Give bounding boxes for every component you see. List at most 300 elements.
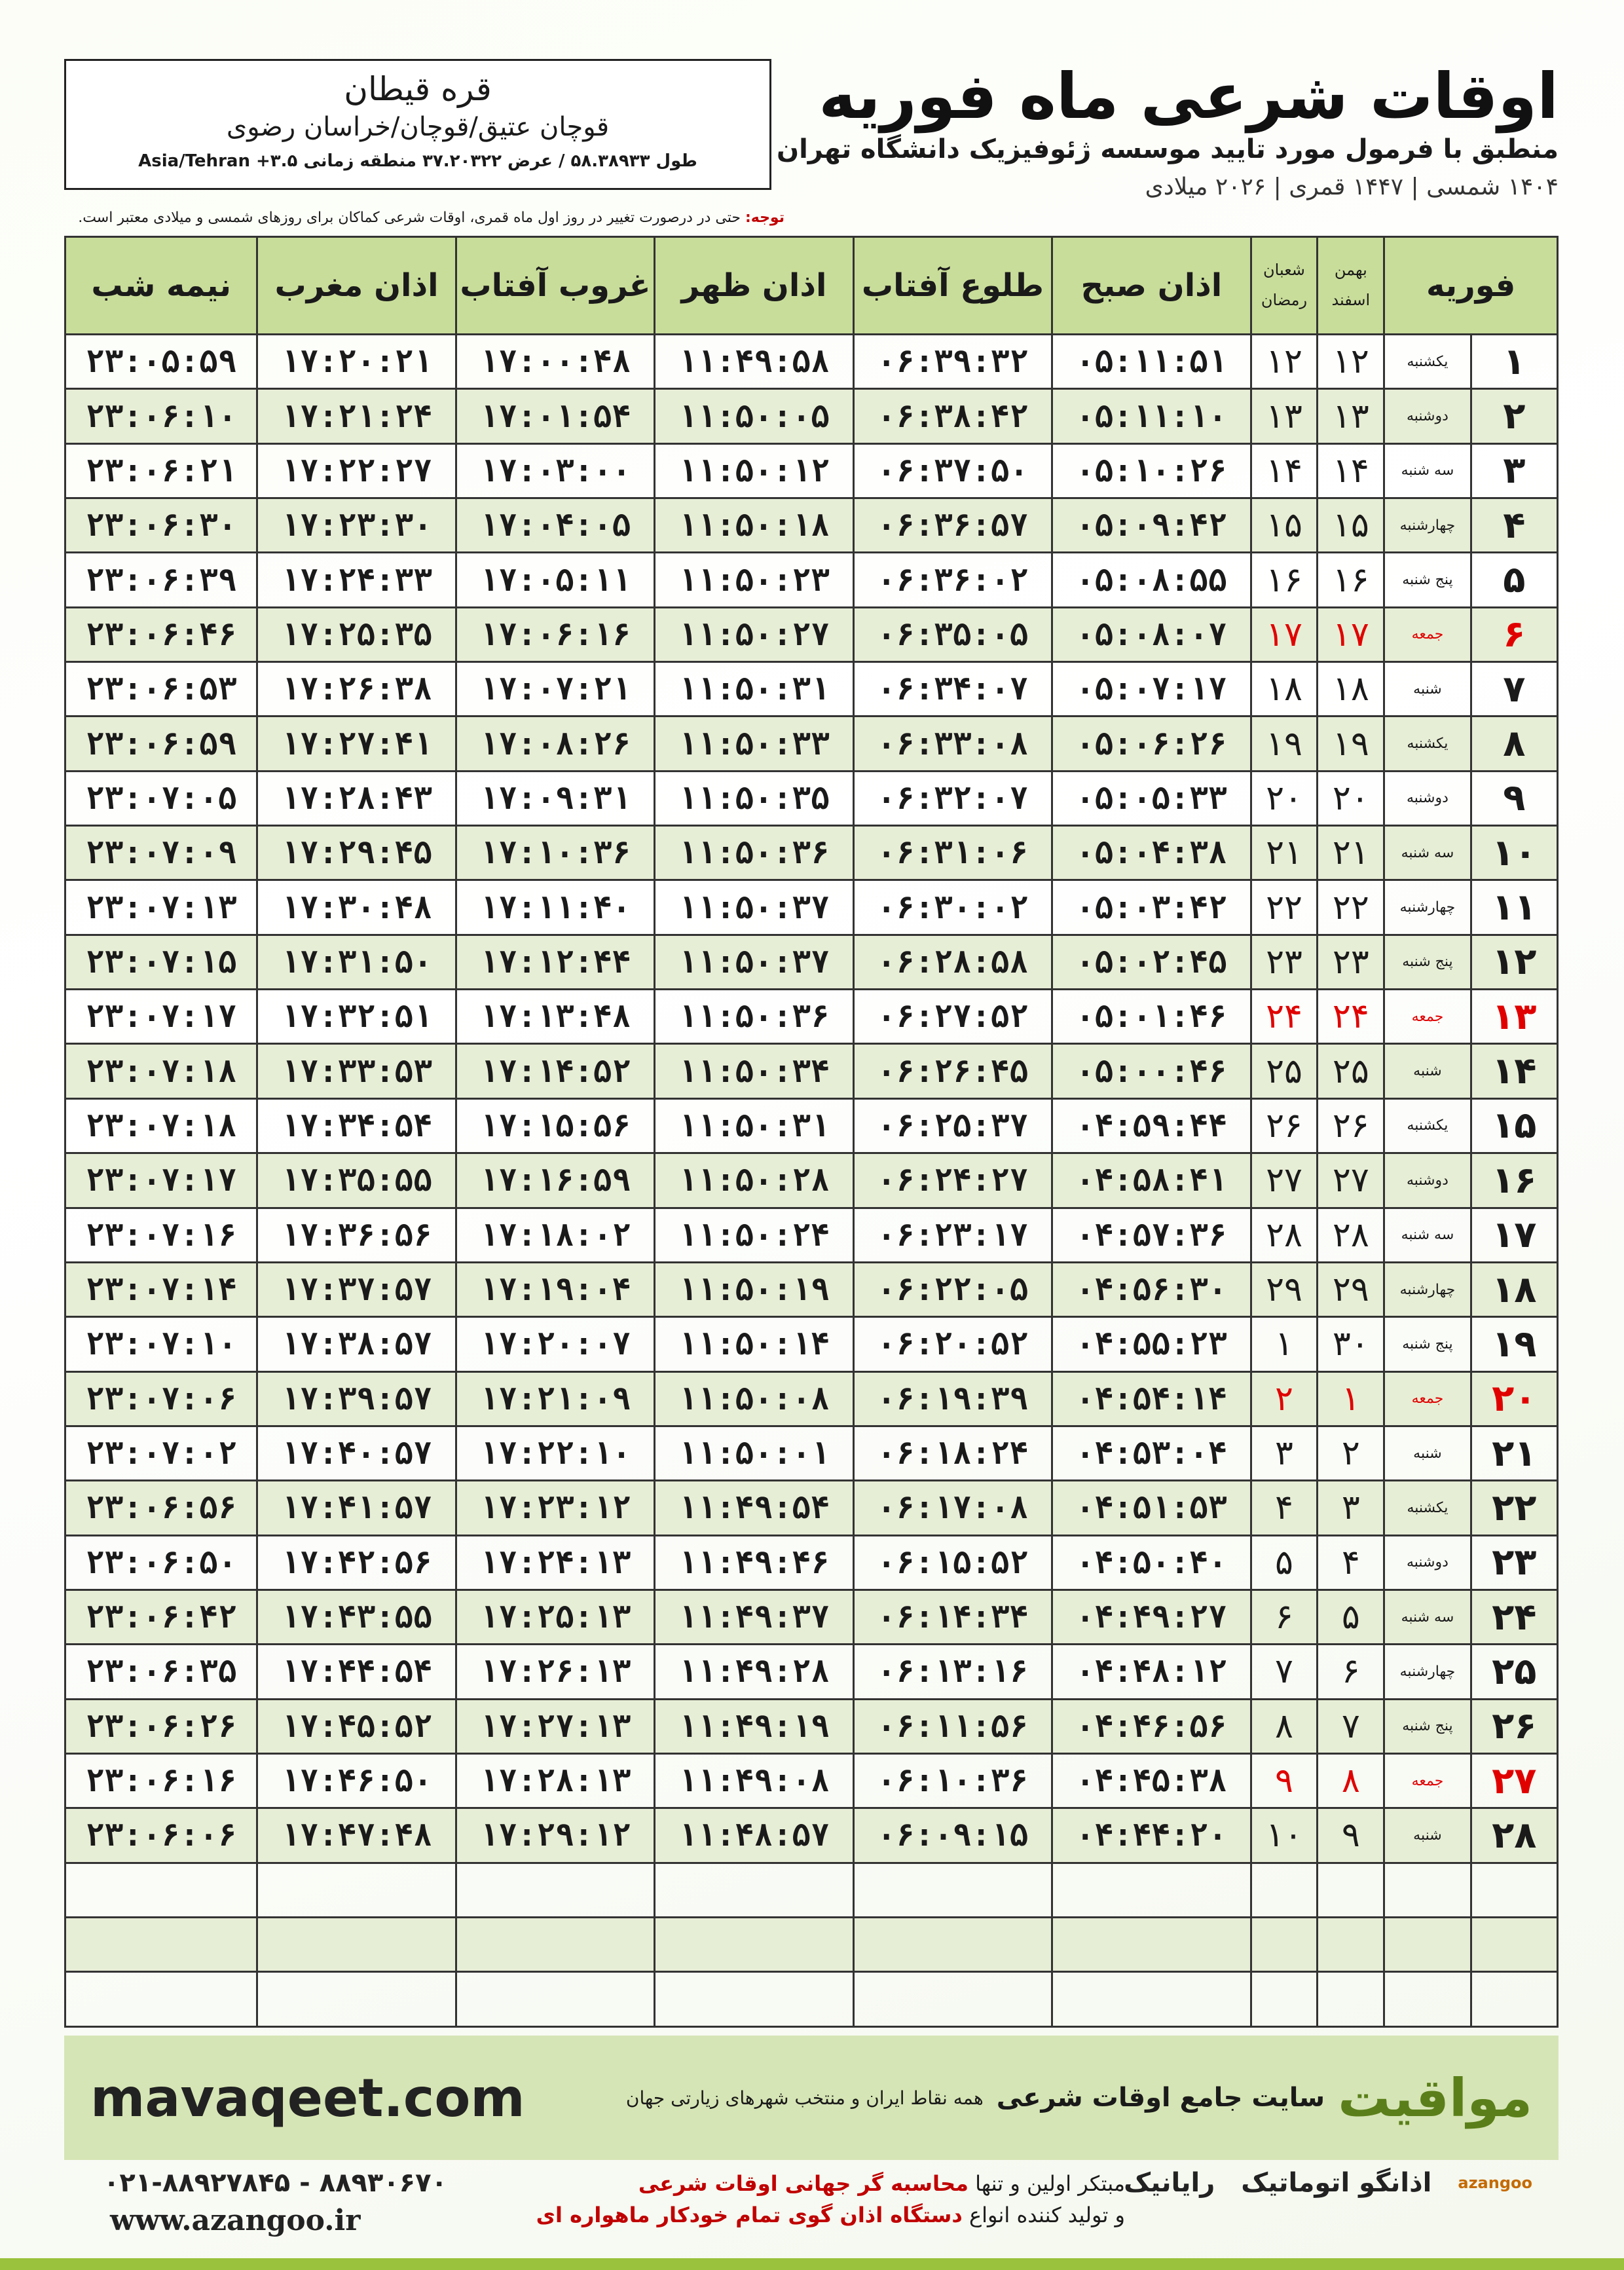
- sunset-cell: ۱۷:۰۵:۱۱: [456, 553, 654, 607]
- sunrise-cell: ۰۶:۲۲:۰۵: [853, 1262, 1052, 1316]
- promo-line-2b: دستگاه اذان گوی تمام خودکار ماهواره ای: [536, 2203, 963, 2227]
- weekday-cell: دوشنبه: [1384, 389, 1471, 443]
- table-header: [65, 237, 1558, 335]
- maghrib-cell: ۱۷:۴۰:۵۷: [257, 1426, 456, 1480]
- sunrise-cell: ۰۶:۳۴:۰۷: [853, 662, 1052, 716]
- table-row: [65, 1153, 1558, 1208]
- sunset-cell: ۱۷:۲۲:۱۰: [456, 1426, 654, 1480]
- table-row: [65, 1371, 1558, 1426]
- empty-cell: [655, 1917, 853, 1971]
- day-cell: ۲۵: [1471, 1645, 1557, 1699]
- sunset-cell: ۱۷:۲۶:۱۳: [456, 1645, 654, 1699]
- hijri-cell: ۵: [1251, 1535, 1318, 1590]
- midnight-cell: ۲۳:۰۶:۵۶: [65, 1481, 257, 1535]
- dhuhr-cell: ۱۱:۴۹:۵۸: [655, 335, 853, 389]
- sunrise-cell: ۰۶:۲۶:۴۵: [853, 1044, 1052, 1098]
- hijri-cell: ۱۴: [1251, 443, 1318, 498]
- dhuhr-cell: ۱۱:۵۰:۱۲: [655, 443, 853, 498]
- fajr-cell: ۰۵:۰۸:۵۵: [1052, 553, 1251, 607]
- sunset-cell: ۱۷:۱۵:۵۶: [456, 1098, 654, 1153]
- dhuhr-cell: ۱۱:۵۰:۱۴: [655, 1317, 853, 1371]
- fajr-cell: ۰۴:۵۶:۳۰: [1052, 1262, 1251, 1316]
- footer-band: [64, 2036, 1559, 2160]
- shamsi-cell: ۳۰: [1318, 1317, 1384, 1371]
- empty-cell: [1052, 1972, 1251, 2027]
- sunrise-cell: ۰۶:۱۹:۳۹: [853, 1371, 1052, 1426]
- day-cell: ۳: [1471, 443, 1557, 498]
- midnight-cell: ۲۳:۰۶:۱۰: [65, 389, 257, 443]
- header-shamsi-top: بهمن: [1334, 261, 1367, 280]
- weekday-cell: سه شنبه: [1384, 1590, 1471, 1644]
- empty-cell: [853, 1863, 1052, 1917]
- promo-text: [470, 2168, 1125, 2231]
- site-url[interactable]: mavaqeet.com: [90, 2067, 525, 2129]
- empty-cell: [1251, 1972, 1318, 2027]
- fajr-cell: ۰۵:۰۴:۳۸: [1052, 826, 1251, 880]
- sunrise-cell: ۰۶:۱۴:۳۴: [853, 1590, 1052, 1644]
- table-row: [65, 1317, 1558, 1371]
- weekday-cell: جمعه: [1384, 1753, 1471, 1808]
- table-row: [65, 1262, 1558, 1316]
- day-cell: ۶: [1471, 607, 1557, 661]
- sunrise-cell: ۰۶:۳۷:۵۰: [853, 443, 1052, 498]
- dhuhr-cell: ۱۱:۵۰:۳۱: [655, 662, 853, 716]
- note: [64, 210, 784, 226]
- dhuhr-cell: ۱۱:۴۹:۳۷: [655, 1590, 853, 1644]
- shamsi-cell: ۶: [1318, 1645, 1384, 1699]
- dhuhr-cell: ۱۱:۴۹:۰۸: [655, 1753, 853, 1808]
- fajr-cell: ۰۴:۴۸:۱۲: [1052, 1645, 1251, 1699]
- sunrise-cell: ۰۶:۳۲:۰۷: [853, 771, 1052, 825]
- weekday-cell: سه شنبه: [1384, 826, 1471, 880]
- fajr-cell: ۰۴:۵۰:۴۰: [1052, 1535, 1251, 1590]
- rayanik-logo: رایانیک: [1124, 2168, 1215, 2198]
- fajr-cell: ۰۵:۰۷:۱۷: [1052, 662, 1251, 716]
- maghrib-cell: ۱۷:۳۲:۵۱: [257, 990, 456, 1044]
- weekday-cell: شنبه: [1384, 1044, 1471, 1098]
- empty-row: [65, 1917, 1558, 1971]
- maghrib-cell: ۱۷:۲۱:۲۴: [257, 389, 456, 443]
- hijri-cell: ۷: [1251, 1645, 1318, 1699]
- sunset-cell: ۱۷:۲۸:۱۳: [456, 1753, 654, 1808]
- midnight-cell: ۲۳:۰۷:۰۲: [65, 1426, 257, 1480]
- sunrise-cell: ۰۶:۳۶:۰۲: [853, 553, 1052, 607]
- shamsi-cell: ۱۸: [1318, 662, 1384, 716]
- sunset-cell: ۱۷:۰۷:۲۱: [456, 662, 654, 716]
- hijri-cell: ۲۰: [1251, 771, 1318, 825]
- empty-cell: [1384, 1917, 1471, 1971]
- sunrise-cell: ۰۶:۳۳:۰۸: [853, 716, 1052, 771]
- weekday-cell: شنبه: [1384, 1426, 1471, 1480]
- dhuhr-cell: ۱۱:۵۰:۳۵: [655, 771, 853, 825]
- sunrise-cell: ۰۶:۳۹:۳۲: [853, 335, 1052, 389]
- day-cell: ۱: [1471, 335, 1557, 389]
- day-cell: ۱۱: [1471, 880, 1557, 935]
- sunset-cell: ۱۷:۰۰:۴۸: [456, 335, 654, 389]
- shamsi-cell: ۱۹: [1318, 716, 1384, 771]
- hijri-cell: ۱۲: [1251, 335, 1318, 389]
- maghrib-cell: ۱۷:۴۳:۵۵: [257, 1590, 456, 1644]
- weekday-cell: پنج شنبه: [1384, 935, 1471, 989]
- table-row: [65, 662, 1558, 716]
- sunset-cell: ۱۷:۰۹:۳۱: [456, 771, 654, 825]
- weekday-cell: پنج شنبه: [1384, 1317, 1471, 1371]
- empty-cell: [1471, 1972, 1557, 2027]
- table-row: [65, 1044, 1558, 1098]
- shamsi-cell: ۱۵: [1318, 498, 1384, 553]
- fajr-cell: ۰۴:۵۷:۳۶: [1052, 1208, 1251, 1262]
- maghrib-cell: ۱۷:۳۷:۵۷: [257, 1262, 456, 1316]
- table-row: [65, 990, 1558, 1044]
- shamsi-cell: ۲۰: [1318, 771, 1384, 825]
- sunset-cell: ۱۷:۱۰:۳۶: [456, 826, 654, 880]
- fajr-cell: ۰۴:۵۱:۵۳: [1052, 1481, 1251, 1535]
- weekday-cell: جمعه: [1384, 607, 1471, 661]
- table-row: [65, 607, 1558, 661]
- weekday-cell: پنج شنبه: [1384, 1699, 1471, 1753]
- midnight-cell: ۲۳:۰۷:۱۸: [65, 1098, 257, 1153]
- bottom-bar: [0, 2258, 1624, 2270]
- day-cell: ۲۸: [1471, 1808, 1557, 1863]
- table-row: [65, 1699, 1558, 1753]
- fajr-cell: ۰۵:۰۰:۴۶: [1052, 1044, 1251, 1098]
- maghrib-cell: ۱۷:۲۴:۳۳: [257, 553, 456, 607]
- header-sunset: غروب آفتاب: [456, 237, 654, 335]
- header-month: فوریه: [1384, 237, 1558, 335]
- midnight-cell: ۲۳:۰۷:۰۹: [65, 826, 257, 880]
- midnight-cell: ۲۳:۰۶:۴۲: [65, 1590, 257, 1644]
- shamsi-cell: ۵: [1318, 1590, 1384, 1644]
- maghrib-cell: ۱۷:۴۴:۵۴: [257, 1645, 456, 1699]
- weekday-cell: دوشنبه: [1384, 771, 1471, 825]
- hijri-cell: ۲۶: [1251, 1098, 1318, 1153]
- fajr-cell: ۰۴:۵۸:۴۱: [1052, 1153, 1251, 1208]
- empty-cell: [1384, 1972, 1471, 2027]
- hijri-cell: ۱۳: [1251, 389, 1318, 443]
- shamsi-cell: ۲۹: [1318, 1262, 1384, 1316]
- day-cell: ۱۲: [1471, 935, 1557, 989]
- note-label: توجه:: [745, 210, 784, 226]
- sunrise-cell: ۰۶:۱۰:۳۶: [853, 1753, 1052, 1808]
- shamsi-cell: ۲: [1318, 1426, 1384, 1480]
- shamsi-cell: ۲۷: [1318, 1153, 1384, 1208]
- shamsi-cell: ۹: [1318, 1808, 1384, 1863]
- sunset-cell: ۱۷:۲۵:۱۳: [456, 1590, 654, 1644]
- fajr-cell: ۰۵:۱۰:۲۶: [1052, 443, 1251, 498]
- weekday-cell: چهارشنبه: [1384, 1262, 1471, 1316]
- note-text: حتی در درصورت تغییر در روز اول ماه قمری، اوقات شرعی کماکان برای روزهای شمسی و میلادی معتبر است.: [78, 210, 741, 226]
- weekday-cell: سه شنبه: [1384, 1208, 1471, 1262]
- hijri-cell: ۲۴: [1251, 990, 1318, 1044]
- dhuhr-cell: ۱۱:۵۰:۲۷: [655, 607, 853, 661]
- sunrise-cell: ۰۶:۳۱:۰۶: [853, 826, 1052, 880]
- fajr-cell: ۰۴:۵۳:۰۴: [1052, 1426, 1251, 1480]
- maghrib-cell: ۱۷:۲۹:۴۵: [257, 826, 456, 880]
- sunset-cell: ۱۷:۱۶:۵۹: [456, 1153, 654, 1208]
- shamsi-cell: ۲۶: [1318, 1098, 1384, 1153]
- hijri-cell: ۲۵: [1251, 1044, 1318, 1098]
- table-row: [65, 771, 1558, 825]
- sunrise-cell: ۰۶:۳۵:۰۵: [853, 607, 1052, 661]
- sunrise-cell: ۰۶:۰۹:۱۵: [853, 1808, 1052, 1863]
- brand-tagline: سایت جامع اوقات شرعی: [996, 2083, 1325, 2113]
- table-row: [65, 1645, 1558, 1699]
- empty-row: [65, 1972, 1558, 2027]
- sunset-cell: ۱۷:۰۳:۰۰: [456, 443, 654, 498]
- hijri-cell: ۶: [1251, 1590, 1318, 1644]
- midnight-cell: ۲۳:۰۷:۱۵: [65, 935, 257, 989]
- table-row: [65, 1535, 1558, 1590]
- maghrib-cell: ۱۷:۲۷:۴۱: [257, 716, 456, 771]
- weekday-cell: جمعه: [1384, 1371, 1471, 1426]
- sunset-cell: ۱۷:۰۴:۰۵: [456, 498, 654, 553]
- hijri-cell: ۱۹: [1251, 716, 1318, 771]
- empty-cell: [456, 1972, 654, 2027]
- fajr-cell: ۰۵:۱۱:۱۰: [1052, 389, 1251, 443]
- header-shamsi-bottom: اسفند: [1331, 291, 1371, 309]
- table-row: [65, 443, 1558, 498]
- hijri-cell: ۱۰: [1251, 1808, 1318, 1863]
- maghrib-cell: ۱۷:۴۶:۵۰: [257, 1753, 456, 1808]
- day-cell: ۲۰: [1471, 1371, 1557, 1426]
- fajr-cell: ۰۵:۰۲:۴۵: [1052, 935, 1251, 989]
- table-row: [65, 553, 1558, 607]
- sunrise-cell: ۰۶:۱۳:۱۶: [853, 1645, 1052, 1699]
- shamsi-cell: ۷: [1318, 1699, 1384, 1753]
- sunset-cell: ۱۷:۱۸:۰۲: [456, 1208, 654, 1262]
- midnight-cell: ۲۳:۰۵:۵۹: [65, 335, 257, 389]
- maghrib-cell: ۱۷:۲۵:۳۵: [257, 607, 456, 661]
- maghrib-cell: ۱۷:۲۰:۲۱: [257, 335, 456, 389]
- sunrise-cell: ۰۶:۲۷:۵۲: [853, 990, 1052, 1044]
- day-cell: ۴: [1471, 498, 1557, 553]
- table-row: [65, 1208, 1558, 1262]
- empty-cell: [1471, 1863, 1557, 1917]
- empty-cell: [1251, 1917, 1318, 1971]
- day-cell: ۱۸: [1471, 1262, 1557, 1316]
- dhuhr-cell: ۱۱:۴۸:۵۷: [655, 1808, 853, 1863]
- maghrib-cell: ۱۷:۳۵:۵۵: [257, 1153, 456, 1208]
- hijri-cell: ۱۸: [1251, 662, 1318, 716]
- empty-cell: [257, 1972, 456, 2027]
- shamsi-cell: ۲۱: [1318, 826, 1384, 880]
- dhuhr-cell: ۱۱:۵۰:۳۷: [655, 935, 853, 989]
- table-row: [65, 389, 1558, 443]
- table-row: [65, 1426, 1558, 1480]
- fajr-cell: ۰۴:۵۴:۱۴: [1052, 1371, 1251, 1426]
- fajr-cell: ۰۵:۰۱:۴۶: [1052, 990, 1251, 1044]
- page-title: اوقات شرعی ماه فوریه: [819, 60, 1559, 133]
- midnight-cell: ۲۳:۰۷:۱۷: [65, 990, 257, 1044]
- promo-line-1b: محاسبه گر جهانی اوقات شرعی: [638, 2171, 969, 2196]
- hijri-cell: ۸: [1251, 1699, 1318, 1753]
- empty-cell: [853, 1972, 1052, 2027]
- empty-cell: [1471, 1917, 1557, 1971]
- promo-line-2a: و تولید کننده انواع: [962, 2203, 1125, 2227]
- day-cell: ۵: [1471, 553, 1557, 607]
- brand-sub: همه نقاط ایران و منتخب شهرهای زیارتی جهان: [625, 2087, 984, 2109]
- date-line: ۱۴۰۴ شمسی | ۱۴۴۷ قمری | ۲۰۲۶ میلادی: [1145, 173, 1559, 200]
- fajr-cell: ۰۵:۰۶:۲۶: [1052, 716, 1251, 771]
- shamsi-cell: ۸: [1318, 1753, 1384, 1808]
- sunrise-cell: ۰۶:۱۷:۰۸: [853, 1481, 1052, 1535]
- weekday-cell: شنبه: [1384, 662, 1471, 716]
- promo-line-1a: مبتکر اولین و تنها: [968, 2171, 1125, 2196]
- table-row: [65, 1098, 1558, 1153]
- weekday-cell: چهارشنبه: [1384, 1645, 1471, 1699]
- dhuhr-cell: ۱۱:۵۰:۲۴: [655, 1208, 853, 1262]
- hijri-cell: ۲۱: [1251, 826, 1318, 880]
- hijri-cell: ۲۸: [1251, 1208, 1318, 1262]
- day-cell: ۲۱: [1471, 1426, 1557, 1480]
- dhuhr-cell: ۱۱:۵۰:۱۹: [655, 1262, 853, 1316]
- hijri-cell: ۲۹: [1251, 1262, 1318, 1316]
- header-hijri-top: شعبان: [1263, 261, 1305, 280]
- sunset-cell: ۱۷:۰۸:۲۶: [456, 716, 654, 771]
- table-row: [65, 1753, 1558, 1808]
- weekday-cell: دوشنبه: [1384, 1535, 1471, 1590]
- midnight-cell: ۲۳:۰۷:۱۳: [65, 880, 257, 935]
- location-name: قره قیطان: [344, 70, 492, 108]
- midnight-cell: ۲۳:۰۶:۰۶: [65, 1808, 257, 1863]
- shamsi-cell: ۱۶: [1318, 553, 1384, 607]
- maghrib-cell: ۱۷:۴۲:۵۶: [257, 1535, 456, 1590]
- sunset-cell: ۱۷:۲۰:۰۷: [456, 1317, 654, 1371]
- weekday-cell: چهارشنبه: [1384, 498, 1471, 553]
- day-cell: ۱۶: [1471, 1153, 1557, 1208]
- dhuhr-cell: ۱۱:۵۰:۰۸: [655, 1371, 853, 1426]
- maghrib-cell: ۱۷:۳۰:۴۸: [257, 880, 456, 935]
- weekday-cell: جمعه: [1384, 990, 1471, 1044]
- maghrib-cell: ۱۷:۳۴:۵۴: [257, 1098, 456, 1153]
- shamsi-cell: ۴: [1318, 1535, 1384, 1590]
- header-sunrise: طلوع آفتاب: [853, 237, 1052, 335]
- empty-cell: [1318, 1863, 1384, 1917]
- fajr-cell: ۰۴:۵۹:۴۴: [1052, 1098, 1251, 1153]
- midnight-cell: ۲۳:۰۶:۳۰: [65, 498, 257, 553]
- maghrib-cell: ۱۷:۲۳:۳۰: [257, 498, 456, 553]
- shamsi-cell: ۲۴: [1318, 990, 1384, 1044]
- maghrib-cell: ۱۷:۳۸:۵۷: [257, 1317, 456, 1371]
- fajr-cell: ۰۴:۵۵:۲۳: [1052, 1317, 1251, 1371]
- location-box: [64, 59, 771, 190]
- day-cell: ۱۹: [1471, 1317, 1557, 1371]
- sunset-cell: ۱۷:۱۱:۴۰: [456, 880, 654, 935]
- day-cell: ۲۷: [1471, 1753, 1557, 1808]
- maghrib-cell: ۱۷:۳۹:۵۷: [257, 1371, 456, 1426]
- empty-cell: [257, 1863, 456, 1917]
- maghrib-cell: ۱۷:۴۱:۵۷: [257, 1481, 456, 1535]
- midnight-cell: ۲۳:۰۷:۱۸: [65, 1044, 257, 1098]
- hijri-cell: ۲: [1251, 1371, 1318, 1426]
- sunrise-cell: ۰۶:۱۱:۵۶: [853, 1699, 1052, 1753]
- table-row: [65, 498, 1558, 553]
- shamsi-cell: ۱۴: [1318, 443, 1384, 498]
- header-fajr: اذان صبح: [1052, 237, 1251, 335]
- weekday-cell: دوشنبه: [1384, 1153, 1471, 1208]
- dhuhr-cell: ۱۱:۵۰:۳۶: [655, 826, 853, 880]
- empty-cell: [1052, 1917, 1251, 1971]
- prayer-times-table: [64, 236, 1559, 2028]
- header-midnight: نیمه شب: [65, 237, 257, 335]
- sunrise-cell: ۰۶:۱۵:۵۲: [853, 1535, 1052, 1590]
- brand-logo: مواقیت: [1338, 2067, 1532, 2129]
- table-row: [65, 1808, 1558, 1863]
- empty-cell: [1318, 1972, 1384, 2027]
- shamsi-cell: ۱۳: [1318, 389, 1384, 443]
- weekday-cell: چهارشنبه: [1384, 880, 1471, 935]
- weekday-cell: یکشنبه: [1384, 716, 1471, 771]
- web-address[interactable]: www.azangoo.ir: [110, 2204, 361, 2237]
- dhuhr-cell: ۱۱:۴۹:۵۴: [655, 1481, 853, 1535]
- header-maghrib: اذان مغرب: [257, 237, 456, 335]
- empty-cell: [655, 1863, 853, 1917]
- dhuhr-cell: ۱۱:۵۰:۲۳: [655, 553, 853, 607]
- day-cell: ۲۶: [1471, 1699, 1557, 1753]
- midnight-cell: ۲۳:۰۶:۳۹: [65, 553, 257, 607]
- dhuhr-cell: ۱۱:۵۰:۳۱: [655, 1098, 853, 1153]
- midnight-cell: ۲۳:۰۷:۰۶: [65, 1371, 257, 1426]
- empty-cell: [1318, 1917, 1384, 1971]
- header-hijri: [1251, 237, 1318, 335]
- fajr-cell: ۰۴:۴۴:۲۰: [1052, 1808, 1251, 1863]
- midnight-cell: ۲۳:۰۷:۱۷: [65, 1153, 257, 1208]
- shamsi-cell: ۱۲: [1318, 335, 1384, 389]
- table-row: [65, 335, 1558, 389]
- header-hijri-bottom: رمضان: [1261, 291, 1308, 309]
- dhuhr-cell: ۱۱:۴۹:۴۶: [655, 1535, 853, 1590]
- day-cell: ۸: [1471, 716, 1557, 771]
- midnight-cell: ۲۳:۰۶:۵۰: [65, 1535, 257, 1590]
- weekday-cell: سه شنبه: [1384, 443, 1471, 498]
- sunset-cell: ۱۷:۱۳:۴۸: [456, 990, 654, 1044]
- fajr-cell: ۰۵:۰۵:۳۳: [1052, 771, 1251, 825]
- day-cell: ۹: [1471, 771, 1557, 825]
- dhuhr-cell: ۱۱:۴۹:۲۸: [655, 1645, 853, 1699]
- table-row: [65, 935, 1558, 989]
- maghrib-cell: ۱۷:۳۱:۵۰: [257, 935, 456, 989]
- maghrib-cell: ۱۷:۲۸:۴۳: [257, 771, 456, 825]
- dhuhr-cell: ۱۱:۵۰:۰۵: [655, 389, 853, 443]
- fajr-cell: ۰۵:۰۹:۴۲: [1052, 498, 1251, 553]
- dhuhr-cell: ۱۱:۵۰:۳۶: [655, 990, 853, 1044]
- sunset-cell: ۱۷:۲۳:۱۲: [456, 1481, 654, 1535]
- midnight-cell: ۲۳:۰۷:۱۴: [65, 1262, 257, 1316]
- phone-numbers: ۰۲۱-۸۸۹۲۷۸۴۵ - ۸۸۹۳۰۶۷۰: [103, 2168, 447, 2198]
- maghrib-cell: ۱۷:۲۶:۳۸: [257, 662, 456, 716]
- sunrise-cell: ۰۶:۲۰:۵۲: [853, 1317, 1052, 1371]
- brand-block: [626, 2068, 1532, 2129]
- maghrib-cell: ۱۷:۳۶:۵۶: [257, 1208, 456, 1262]
- hijri-cell: ۱۷: [1251, 607, 1318, 661]
- maghrib-cell: ۱۷:۴۵:۵۲: [257, 1699, 456, 1753]
- dhuhr-cell: ۱۱:۵۰:۲۸: [655, 1153, 853, 1208]
- weekday-cell: یکشنبه: [1384, 1098, 1471, 1153]
- empty-cell: [65, 1917, 257, 1971]
- weekday-cell: یکشنبه: [1384, 1481, 1471, 1535]
- fajr-cell: ۰۵:۰۸:۰۷: [1052, 607, 1251, 661]
- bottom-section: [64, 2161, 1559, 2246]
- dhuhr-cell: ۱۱:۵۰:۳۳: [655, 716, 853, 771]
- day-cell: ۲۴: [1471, 1590, 1557, 1644]
- sunrise-cell: ۰۶:۲۳:۱۷: [853, 1208, 1052, 1262]
- day-cell: ۲۳: [1471, 1535, 1557, 1590]
- midnight-cell: ۲۳:۰۷:۱۰: [65, 1317, 257, 1371]
- hijri-cell: ۲۷: [1251, 1153, 1318, 1208]
- empty-cell: [1052, 1863, 1251, 1917]
- sunset-cell: ۱۷:۱۲:۴۴: [456, 935, 654, 989]
- empty-cell: [257, 1917, 456, 1971]
